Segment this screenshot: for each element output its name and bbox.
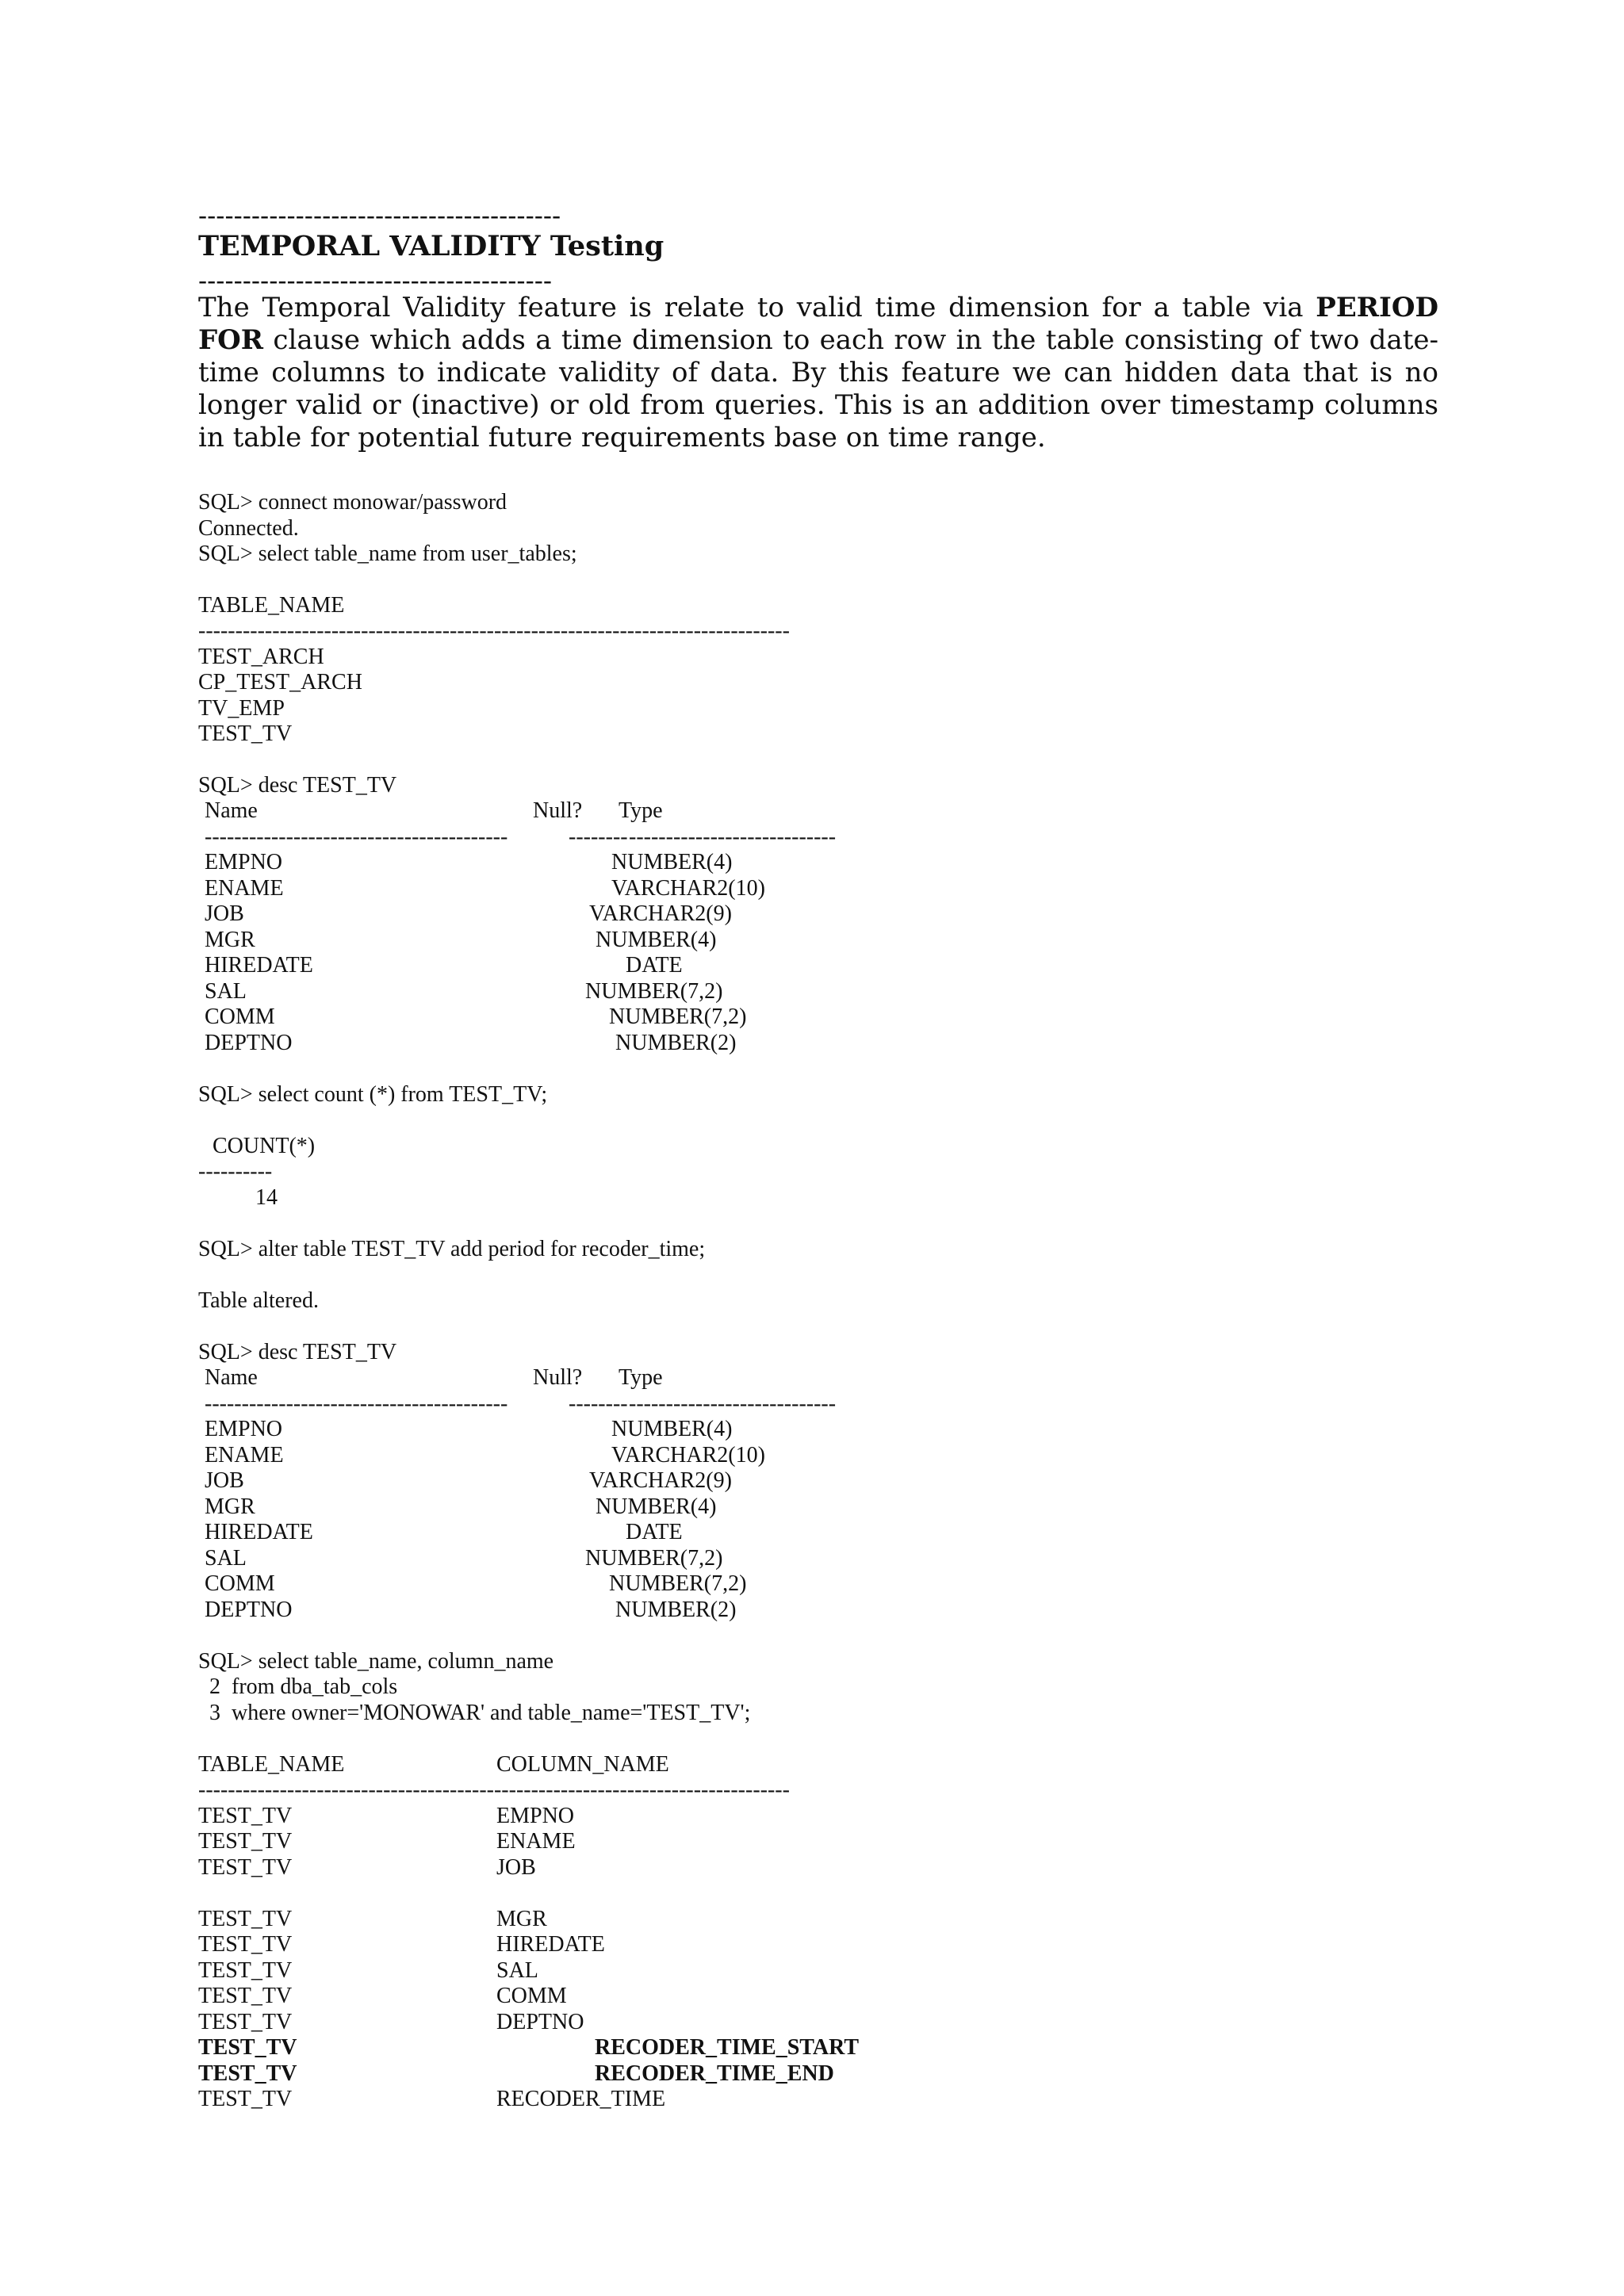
separator-rule: ----------------------------------------- bbox=[205, 1391, 508, 1416]
desc-column-name: HIREDATE bbox=[205, 1520, 313, 1544]
result-row: CP_TEST_ARCH bbox=[198, 670, 362, 695]
separator-rule: ---------- bbox=[198, 1159, 273, 1184]
separator-rule: ---------------------------- bbox=[629, 1391, 837, 1416]
desc-column-type: VARCHAR2(9) bbox=[589, 901, 732, 926]
desc-column-name: JOB bbox=[205, 1468, 244, 1493]
desc-column-type: VARCHAR2(10) bbox=[611, 1443, 765, 1468]
column-header-null: Null? bbox=[533, 798, 583, 823]
result-table-name: TEST_TV bbox=[198, 1804, 293, 1828]
desc-column-name: JOB bbox=[205, 901, 244, 926]
result-table-name: TEST_TV bbox=[198, 1829, 293, 1854]
result-row: TEST_TV bbox=[198, 721, 293, 746]
desc-column-name: MGR bbox=[205, 928, 255, 952]
desc-column-type: NUMBER(4) bbox=[611, 1417, 733, 1441]
separator-rule: -------------------------------------------------------------------------------- bbox=[198, 618, 790, 643]
result-row: TV_EMP bbox=[198, 696, 285, 721]
desc-column-type: NUMBER(4) bbox=[596, 1494, 717, 1519]
sql-command: 2 from dba_tab_cols bbox=[198, 1674, 398, 1699]
desc-column-type: NUMBER(2) bbox=[615, 1598, 737, 1622]
desc-column-type: NUMBER(4) bbox=[596, 928, 717, 952]
result-column-name: RECODER_TIME_END bbox=[595, 2061, 834, 2086]
intro-emphasis: PERIOD FOR bbox=[198, 292, 1438, 356]
desc-column-name: ENAME bbox=[205, 1443, 284, 1468]
result-column-name: MGR bbox=[496, 1907, 547, 1931]
column-header-table: TABLE_NAME bbox=[198, 1752, 345, 1777]
result-table-name: TEST_TV bbox=[198, 1932, 293, 1957]
desc-column-name: EMPNO bbox=[205, 850, 283, 874]
desc-column-name: HIREDATE bbox=[205, 953, 313, 978]
sql-output: Connected. bbox=[198, 516, 299, 541]
column-header-column: COLUMN_NAME bbox=[496, 1752, 669, 1777]
column-header-type: Type bbox=[619, 798, 663, 823]
column-header: TABLE_NAME bbox=[198, 593, 345, 618]
desc-column-name: DEPTNO bbox=[205, 1031, 293, 1055]
column-header-type: Type bbox=[619, 1365, 663, 1390]
desc-column-name: MGR bbox=[205, 1494, 255, 1519]
result-column-name: RECODER_TIME bbox=[496, 2087, 666, 2111]
desc-column-name: EMPNO bbox=[205, 1417, 283, 1441]
result-column-name: COMM bbox=[496, 1984, 567, 2008]
result-table-name: TEST_TV bbox=[198, 1855, 293, 1880]
result-table-name: TEST_TV bbox=[198, 2061, 297, 2086]
desc-column-type: VARCHAR2(10) bbox=[611, 876, 765, 901]
result-column-name: JOB bbox=[496, 1855, 536, 1880]
intro-paragraph bbox=[198, 292, 1438, 454]
desc-column-name: ENAME bbox=[205, 876, 284, 901]
sql-command: SQL> desc TEST_TV bbox=[198, 773, 397, 798]
result-column-name: EMPNO bbox=[496, 1804, 575, 1828]
sql-command: SQL> select count (*) from TEST_TV; bbox=[198, 1082, 548, 1107]
desc-column-type: DATE bbox=[626, 953, 683, 978]
sql-command: SQL> connect monowar/password bbox=[198, 490, 508, 515]
desc-column-type: NUMBER(4) bbox=[611, 850, 733, 874]
separator-rule: -------------------------------------------------------------------------------- bbox=[198, 1777, 790, 1802]
result-column-name: DEPTNO bbox=[496, 2010, 584, 2034]
result-row: TEST_ARCH bbox=[198, 645, 324, 669]
column-header: COUNT(*) bbox=[213, 1134, 316, 1158]
header-rule-top: ----------------------------------------- bbox=[198, 200, 561, 231]
desc-column-name: COMM bbox=[205, 1004, 275, 1029]
result-table-name: TEST_TV bbox=[198, 1958, 293, 1983]
desc-column-type: NUMBER(7,2) bbox=[585, 979, 723, 1004]
result-table-name: TEST_TV bbox=[198, 2035, 297, 2060]
column-header-name: Name bbox=[205, 798, 258, 823]
desc-column-type: VARCHAR2(9) bbox=[589, 1468, 732, 1493]
desc-column-name: COMM bbox=[205, 1571, 275, 1596]
sql-command: SQL> desc TEST_TV bbox=[198, 1340, 397, 1364]
desc-column-type: NUMBER(7,2) bbox=[585, 1546, 723, 1571]
intro-text-2: clause which adds a time dimension to each row in the table consisting of two date-time columns to indicate validity of data. By this feature we can hidden data that is no longer valid or (inactive) or old from queries. This is an addition over timestamp columns in table for potential future requirements base on time range. bbox=[198, 324, 1438, 453]
result-column-name: ENAME bbox=[496, 1829, 576, 1854]
count-value: 14 bbox=[255, 1185, 278, 1210]
desc-column-type: NUMBER(2) bbox=[615, 1031, 737, 1055]
result-column-name: HIREDATE bbox=[496, 1932, 605, 1957]
separator-rule: -------- bbox=[569, 825, 628, 849]
page-title: TEMPORAL VALIDITY Testing bbox=[198, 230, 665, 262]
sql-output: Table altered. bbox=[198, 1288, 319, 1313]
sql-command: 3 where owner='MONOWAR' and table_name='TEST_TV'; bbox=[198, 1701, 751, 1725]
desc-column-name: SAL bbox=[205, 1546, 247, 1571]
result-column-name: SAL bbox=[496, 1958, 538, 1983]
desc-column-name: DEPTNO bbox=[205, 1598, 293, 1622]
intro-text-1: The Temporal Validity feature is relate to valid time dimension for a table via bbox=[198, 292, 1316, 323]
header-rule-bottom: ---------------------------------------- bbox=[198, 265, 553, 296]
separator-rule: -------- bbox=[569, 1391, 628, 1416]
separator-rule: ---------------------------- bbox=[629, 825, 837, 849]
column-header-name: Name bbox=[205, 1365, 258, 1390]
result-table-name: TEST_TV bbox=[198, 1984, 293, 2008]
result-column-name: RECODER_TIME_START bbox=[595, 2035, 859, 2060]
column-header-null: Null? bbox=[533, 1365, 583, 1390]
sql-command: SQL> select table_name from user_tables; bbox=[198, 541, 577, 566]
desc-column-type: DATE bbox=[626, 1520, 683, 1544]
sql-command: SQL> alter table TEST_TV add period for recoder_time; bbox=[198, 1237, 706, 1261]
desc-column-type: NUMBER(7,2) bbox=[609, 1004, 747, 1029]
sql-command: SQL> select table_name, column_name bbox=[198, 1649, 554, 1674]
desc-column-type: NUMBER(7,2) bbox=[609, 1571, 747, 1596]
separator-rule: ----------------------------------------- bbox=[205, 825, 508, 849]
result-table-name: TEST_TV bbox=[198, 1907, 293, 1931]
result-table-name: TEST_TV bbox=[198, 2087, 293, 2111]
desc-column-name: SAL bbox=[205, 979, 247, 1004]
result-table-name: TEST_TV bbox=[198, 2010, 293, 2034]
